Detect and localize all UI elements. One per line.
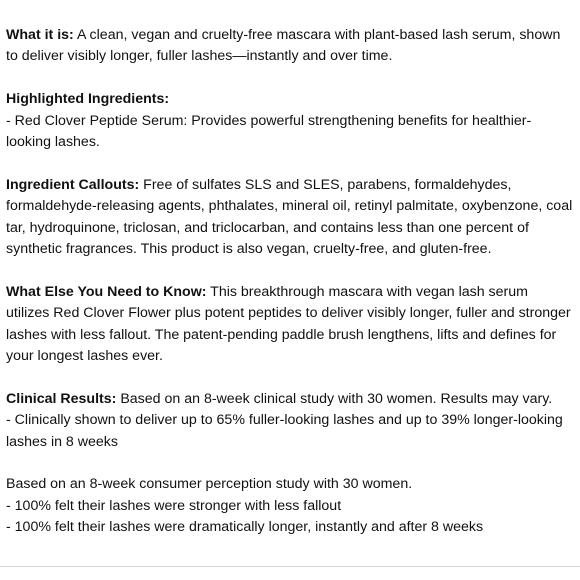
what-else-text: This breakthrough mascara with vegan lash serum utilizes Red Clover Flower plus potent peptides to deliver visibly longer, fuller and stronger lashes with less fallout. The patent-pending paddle brush lengthens, lifts and defines for your longest lashes ever. bbox=[6, 283, 571, 365]
what-else-label: What Else You Need to Know: bbox=[6, 283, 207, 300]
clinical-result-item: - Clinically shown to deliver up to 65% fuller-looking lashes and up to 39% longer-looking lashes in 8 weeks bbox=[6, 412, 563, 450]
clinical-results-text: Based on an 8-week clinical study with 30 women. Results may vary. bbox=[116, 390, 553, 407]
what-else-section bbox=[6, 282, 574, 368]
what-it-is-text: A clean, vegan and cruelty-free mascara with plant-based lash serum, shown to deliver visibly longer, fuller lashes—instantly and over time. bbox=[6, 27, 561, 65]
ingredient-callouts-paragraph bbox=[6, 175, 574, 261]
ingredient-list-item: - Red Clover Peptide Serum: Provides powerful strengthening benefits for healthier-looking lashes. bbox=[6, 112, 532, 151]
consumer-study-section bbox=[6, 474, 574, 538]
bottom-divider bbox=[0, 566, 580, 567]
ingredient-callouts-section bbox=[6, 175, 574, 261]
what-else-paragraph bbox=[6, 282, 574, 368]
ingredient-callouts-text: Free of sulfates SLS and SLES, parabens, formaldehydes, formaldehyde-releasing agents, phthalates, mineral oil, retinyl palmitate, oxybenzone, coal tar, hydroquinone, triclosan, and triclocarban, and contains less than one percent of synthetic fragrances. This product is also vegan, cruelty-free, and gluten-free. bbox=[6, 176, 573, 258]
clinical-results-label: Clinical Results: bbox=[6, 390, 117, 407]
consumer-study-item: - 100% felt their lashes were stronger with less fallout bbox=[6, 497, 342, 514]
highlighted-ingredients-section bbox=[6, 89, 574, 153]
what-it-is-label: What it is: bbox=[6, 27, 74, 43]
clinical-results-paragraph bbox=[6, 389, 574, 410]
what-it-is-paragraph bbox=[6, 25, 574, 68]
consumer-study-text: Based on an 8-week consumer perception study with 30 women. bbox=[6, 476, 413, 493]
what-it-is-section bbox=[6, 25, 574, 68]
ingredient-callouts-label: Ingredient Callouts: bbox=[6, 176, 140, 193]
clinical-results-section bbox=[6, 389, 574, 453]
consumer-study-item: - 100% felt their lashes were dramatically longer, instantly and after 8 weeks bbox=[6, 519, 484, 536]
highlighted-ingredients-label: Highlighted Ingredients: bbox=[6, 91, 170, 108]
